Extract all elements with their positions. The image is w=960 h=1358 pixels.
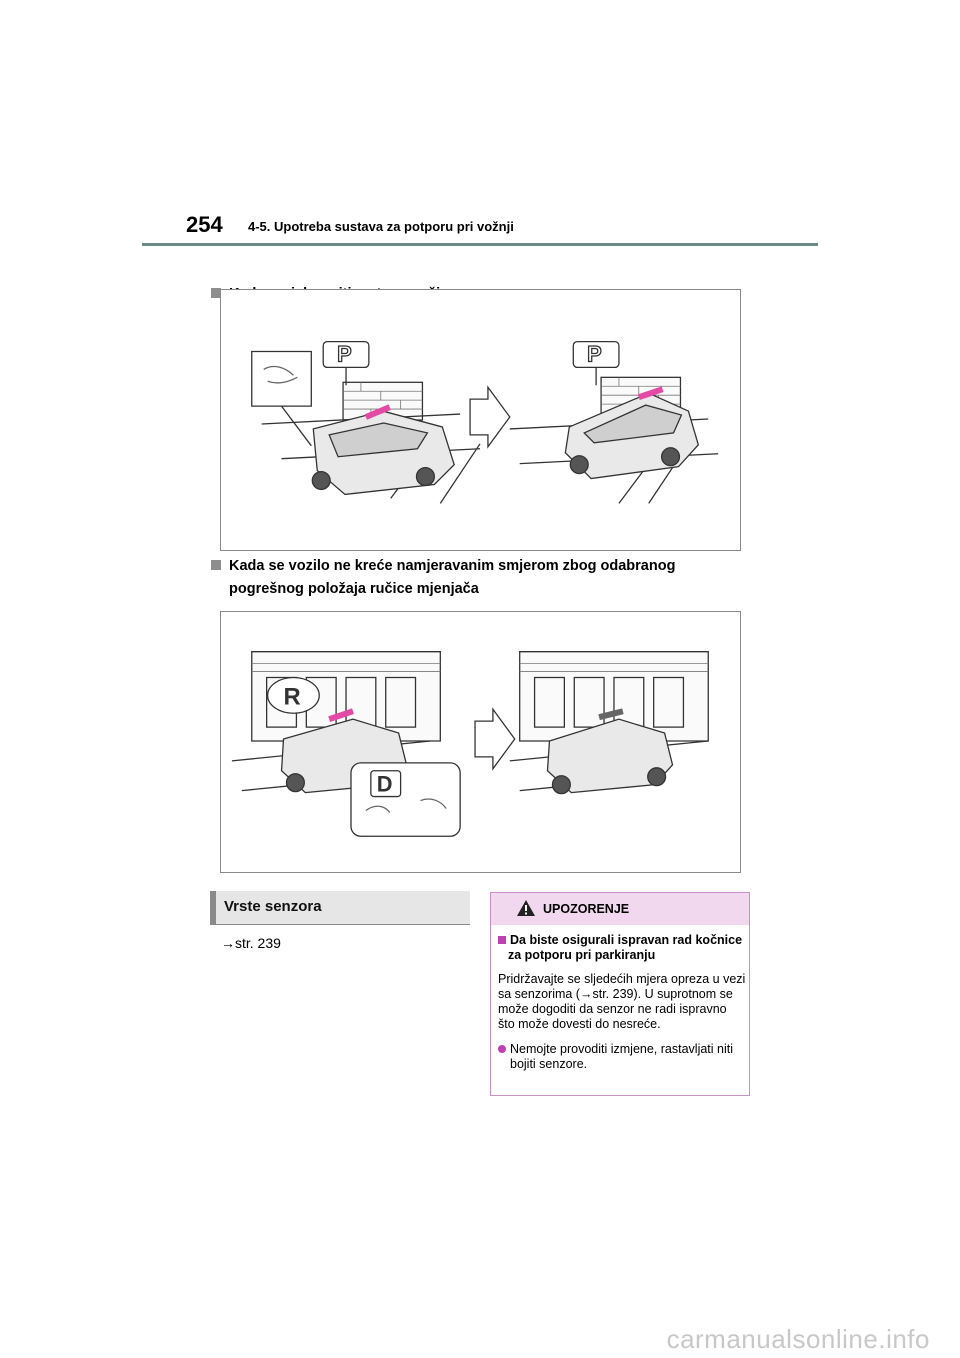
svg-text:P: P <box>587 341 602 367</box>
gear-r-label: R <box>283 683 301 711</box>
sequence-arrow-2 <box>475 709 515 769</box>
page-number: 254 <box>186 212 223 237</box>
bullet-dot-icon <box>498 1045 506 1053</box>
gear-d-label: D <box>376 771 393 797</box>
svg-text:P: P <box>337 341 352 367</box>
watermark: carmanualsonline.info <box>666 1324 930 1354</box>
warning-bullet-text: Nemojte provoditi izmjene, rastavljati niti bojiti senzore. <box>510 1042 734 1071</box>
warning-paragraph: Pridržavajte se sljedećih mjera opreza u vezi sa senzorima (→str. 239). U suprotnom se može dogoditi da senzor ne radi ispravno što može dovesti do nesreće. <box>498 972 746 1031</box>
footer <box>0 1320 960 1358</box>
header-rule <box>142 243 818 246</box>
warning-triangle-icon <box>516 899 536 917</box>
warning-square-icon <box>498 936 506 944</box>
warning-subheading <box>498 933 746 963</box>
sensor-page-reference[interactable]: →str. 239 <box>221 935 281 951</box>
section-heading-gear <box>211 555 751 601</box>
warning-label: UPOZORENJE <box>543 902 630 916</box>
sequence-arrow-1 <box>470 387 510 447</box>
chapter-title: 4-5. Upotreba sustava za potporu pri vožnji <box>248 219 514 234</box>
sensor-section-title: Vrste senzora <box>224 898 322 915</box>
figure-gear-illustration <box>220 611 741 873</box>
figure-accelerator-illustration <box>220 289 741 551</box>
warning-body <box>498 933 746 1072</box>
gear-illustration <box>221 612 740 872</box>
accelerator-illustration <box>221 290 740 550</box>
sensor-section-rule <box>210 924 470 925</box>
section-heading-text-2: pogrešnog položaja ručice mjenjača <box>229 581 479 597</box>
foot-bubble <box>252 352 312 407</box>
warning-bullet <box>498 1042 746 1072</box>
section-heading-text-1: Kada se vozilo ne kreće namjeravanim smjerom zbog odabranog <box>229 558 676 574</box>
warning-header <box>491 893 749 925</box>
pedal-bubble <box>351 763 460 836</box>
heading-square-icon <box>211 560 221 570</box>
sensor-section-header <box>210 891 470 924</box>
warning-box <box>490 892 750 1096</box>
warning-subheading-text: Da biste osigurali ispravan rad kočnice za potporu pri parkiranju <box>508 933 743 962</box>
